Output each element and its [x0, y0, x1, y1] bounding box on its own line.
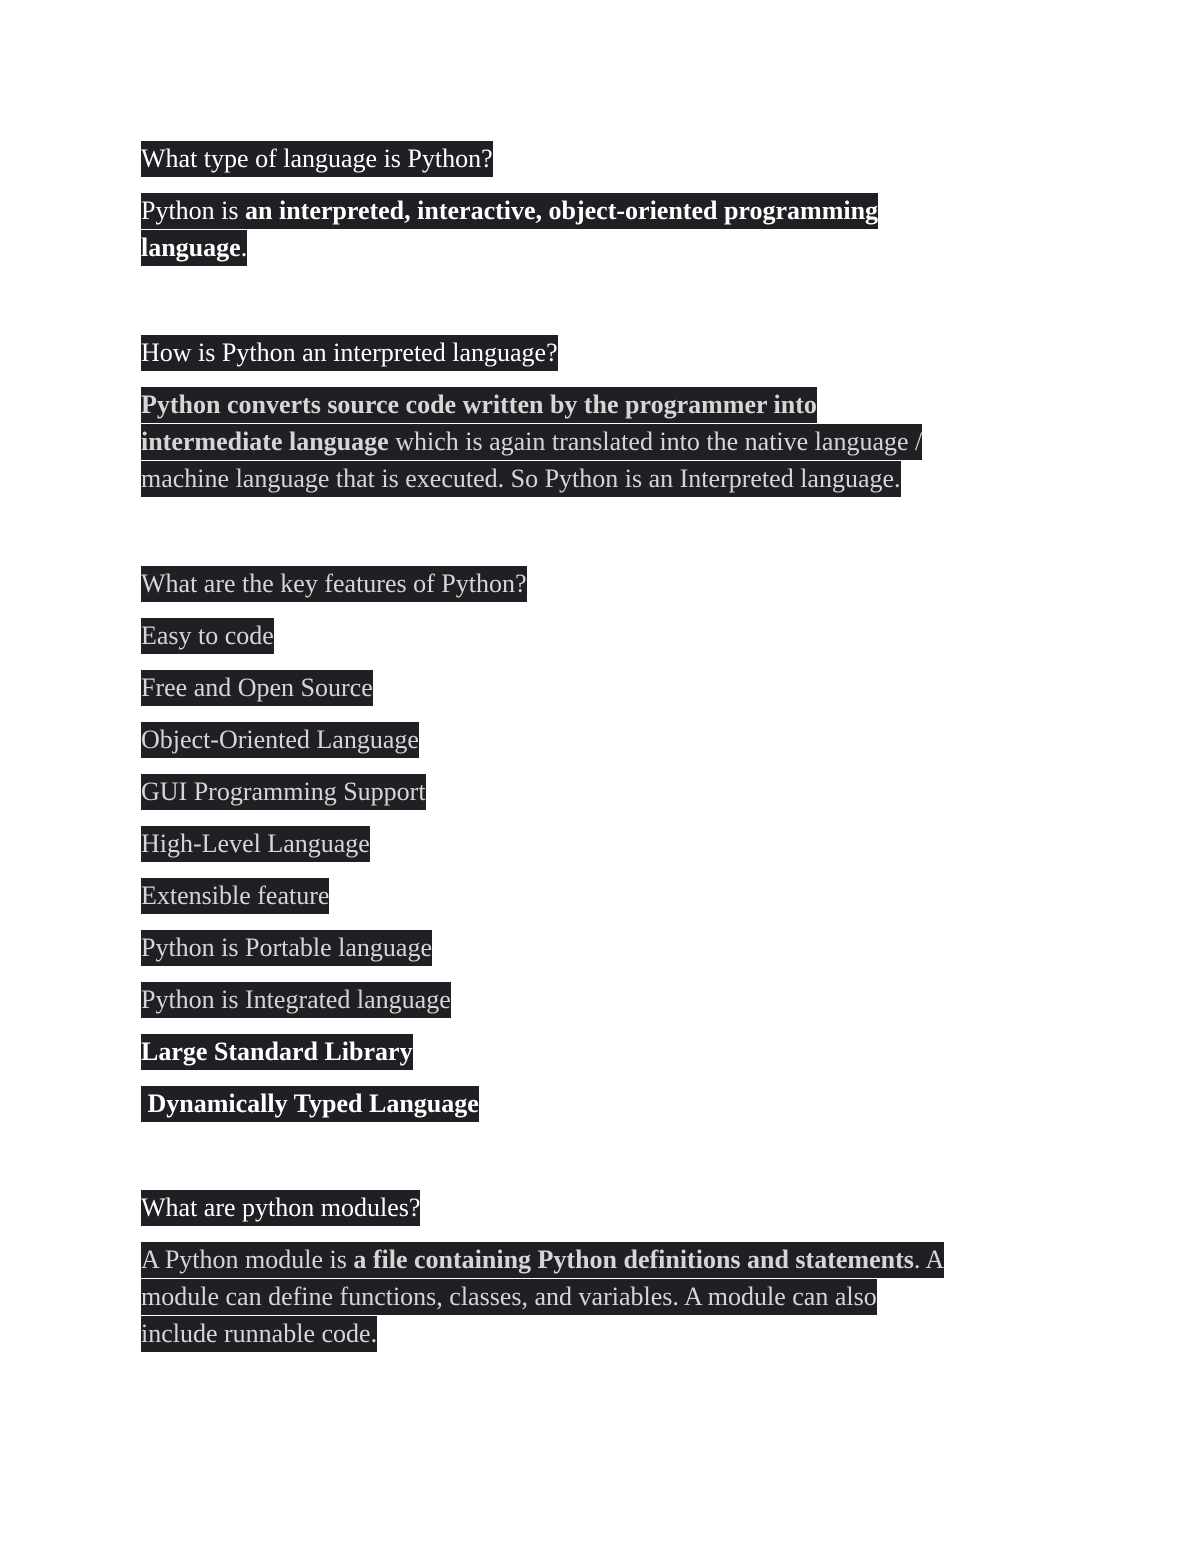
question-4: [141, 1190, 1071, 1226]
question-1-text: What type of language is Python?: [141, 141, 493, 177]
answer-4-normal: A Python module is: [141, 1245, 354, 1274]
answer-4-normal-3: module can define functions, classes, and variables. A module can also: [141, 1279, 877, 1315]
answer-1: [141, 193, 1071, 267]
answer-1-bold-2: language: [141, 233, 241, 262]
answer-4-line-1: [141, 1242, 1071, 1279]
list-item: Python is Integrated language: [141, 982, 1071, 1018]
list-item: Python is Portable language: [141, 930, 1071, 966]
answer-4: [141, 1242, 1071, 1353]
list-item: High-Level Language: [141, 826, 1071, 862]
answer-4-bold: a file containing Python definitions and statements: [353, 1245, 914, 1274]
list-item: GUI Programming Support: [141, 774, 1071, 810]
question-3: [141, 566, 1071, 602]
list-item: [141, 1034, 1071, 1070]
answer-1-bold: an interpreted, interactive, object-oriented programming: [245, 196, 879, 225]
list-item-bold: Large Standard Library: [141, 1037, 413, 1066]
question-4-text: What are python modules?: [141, 1190, 420, 1226]
question-1: [141, 141, 1071, 177]
answer-4-normal-4: include runnable code.: [141, 1316, 377, 1352]
answer-1-line-2: [141, 230, 1071, 267]
question-3-text: What are the key features of Python?: [141, 566, 527, 602]
answer-1-period: .: [240, 233, 248, 262]
list-item: Object-Oriented Language: [141, 722, 1071, 758]
answer-1-line-1: [141, 193, 1071, 230]
answer-4-normal-2: . A: [913, 1245, 945, 1274]
features-list: [141, 618, 1071, 1122]
answer-2-bold-2: intermediate language: [141, 427, 389, 456]
list-item: Free and Open Source: [141, 670, 1071, 706]
answer-2: [141, 387, 1071, 498]
question-2-text: How is Python an interpreted language?: [141, 335, 558, 371]
answer-2-line-1: [141, 387, 1071, 424]
answer-1-normal: Python is: [141, 196, 246, 225]
answer-2-normal: which is again translated into the native language /: [388, 427, 923, 456]
answer-2-line-2: [141, 424, 1071, 461]
answer-4-line-2: [141, 1279, 1071, 1316]
question-2: [141, 335, 1071, 371]
list-item: [141, 1086, 1071, 1122]
list-item-bold: Dynamically Typed Language: [141, 1089, 479, 1118]
document-page: [141, 141, 1071, 1353]
list-item: Extensible feature: [141, 878, 1071, 914]
answer-2-bold: Python converts source code written by the programmer into: [141, 390, 817, 419]
list-item: Easy to code: [141, 618, 1071, 654]
answer-2-normal-2: machine language that is executed. So Python is an Interpreted language.: [141, 461, 901, 497]
answer-4-line-3: [141, 1316, 1071, 1353]
answer-2-line-3: [141, 461, 1071, 498]
